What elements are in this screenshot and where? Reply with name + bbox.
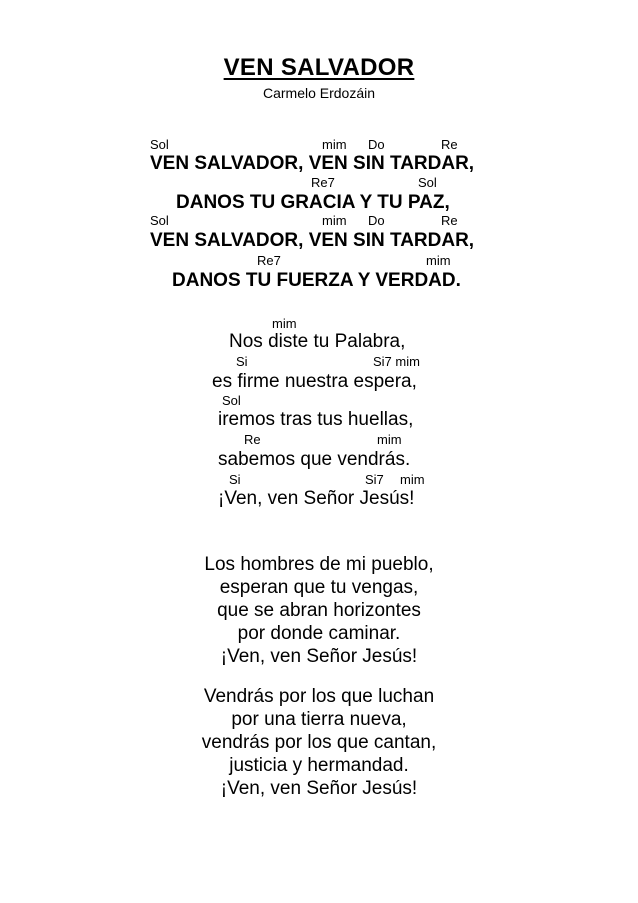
chord: mim (322, 137, 347, 152)
verse-line: sabemos que vendrás. (218, 449, 411, 470)
chord: Re7 (311, 175, 335, 190)
chorus-line: DANOS TU GRACIA Y TU PAZ, (176, 192, 450, 213)
verse-line: justicia y hermandad. (229, 755, 409, 776)
chord: Re (244, 432, 261, 447)
chord: Re7 (257, 253, 281, 268)
verse-line: esperan que tu vengas, (219, 577, 419, 598)
chord: mim (272, 316, 297, 331)
verse-line: por una tierra nueva, (231, 709, 407, 730)
chord: Sol (222, 393, 241, 408)
chord: Sol (418, 175, 437, 190)
verse-line: ¡Ven, ven Señor Jesús! (218, 488, 415, 509)
chord: Si (236, 354, 248, 369)
verse-line: ¡Ven, ven Señor Jesús! (220, 646, 418, 667)
chord: Si7 mim (373, 354, 420, 369)
chord: mim (400, 472, 425, 487)
chord: Sol (150, 213, 169, 228)
verse-line: Nos diste tu Palabra, (229, 331, 406, 352)
chorus-line: VEN SALVADOR, VEN SIN TARDAR, (150, 153, 475, 174)
chord: mim (426, 253, 451, 268)
chord: mim (322, 213, 347, 228)
verse-line: iremos tras tus huellas, (218, 409, 414, 430)
verse-line: Los hombres de mi pueblo, (204, 554, 434, 575)
chord: Do (368, 137, 385, 152)
verse-line: vendrás por los que cantan, (201, 732, 437, 753)
chord: Do (368, 213, 385, 228)
verse-line: por donde caminar. (237, 623, 401, 644)
chord: mim (377, 432, 402, 447)
verse-line: que se abran horizontes (217, 600, 421, 621)
verse-line: ¡Ven, ven Señor Jesús! (220, 778, 418, 799)
chord: Si7 (365, 472, 384, 487)
chorus-line: DANOS TU FUERZA Y VERDAD. (172, 270, 461, 291)
chord: Re (441, 137, 458, 152)
song-author: Carmelo Erdozáin (262, 85, 376, 101)
verse-line: es firme nuestra espera, (212, 371, 417, 392)
verse-line: Vendrás por los que luchan (203, 686, 435, 707)
chorus-line: VEN SALVADOR, VEN SIN TARDAR, (150, 230, 475, 251)
chord: Sol (150, 137, 169, 152)
chord: Re (441, 213, 458, 228)
chord: Si (229, 472, 241, 487)
song-title: VEN SALVADOR (223, 54, 415, 81)
